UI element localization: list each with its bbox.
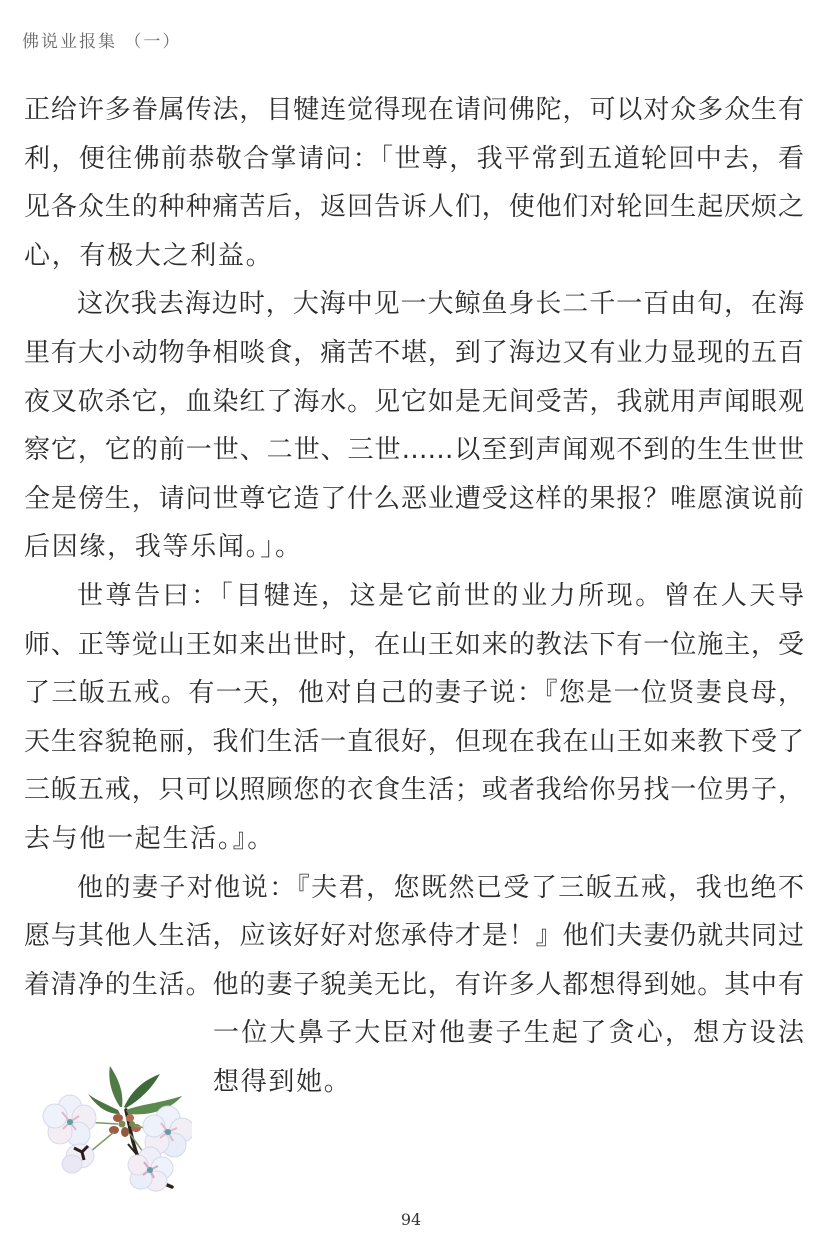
text-line: 着清净的生活。他的妻子貌美无比，有许多人都想得到她。其中有	[24, 969, 804, 1000]
text-line: 天生容貌艳丽，我们生活一直很好，但现在我在山王如来教下受了	[24, 726, 804, 757]
page-number: 94	[400, 1210, 422, 1229]
text-line: 三皈五戒，只可以照顾您的衣食生活；或者我给你另找一位男子，	[24, 775, 804, 806]
text-line: 全是傍生，请问世尊它造了什么恶业遭受这样的果报？唯愿演说前	[24, 483, 804, 514]
text-line: 见各众生的种种痛苦后，返回告诉人们，使他们对轮回生起厌烦之	[24, 192, 804, 223]
text-line: 他的妻子对他说：『夫君，您既然已受了三皈五戒，我也绝不	[77, 872, 804, 903]
text-line: 心，有极大之利益。	[24, 240, 274, 271]
text-line: 夜叉砍杀它，血染红了海水。见它如是无间受苦，我就用声闻眼观	[24, 386, 804, 417]
text-line: 世尊告曰：「目犍连，这是它前世的业力所现。曾在人天导	[77, 580, 804, 611]
text-line: 里有大小动物争相啖食，痛苦不堪，到了海边又有业力显现的五百	[24, 337, 804, 368]
text-line: 这次我去海边时，大海中见一大鲸鱼身长二千一百由旬，在海	[77, 289, 804, 320]
body-text	[24, 86, 804, 1106]
running-header-title: 佛说业报集 （一）	[22, 32, 182, 52]
text-line: 去与他一起生活。』。	[24, 823, 276, 854]
text-line: 正给许多眷属传法，目犍连觉得现在请问佛陀，可以对众多众生有	[24, 95, 804, 125]
text-line: 利，便往佛前恭敬合掌请问：「世尊，我平常到五道轮回中去，看	[24, 143, 804, 174]
text-line: 愿与其他人生活，应该好好对您承侍才是！』他们夫妻仍就共同过	[24, 921, 804, 952]
text-line: 想得到她。	[213, 1066, 352, 1097]
text-line: 一位大鼻子大臣对他妻子生起了贪心，想方设法	[213, 1018, 804, 1049]
cherry-blossom-illustration-icon	[22, 1052, 192, 1202]
text-line: 后因缘，我等乐闻。」。	[24, 532, 303, 563]
text-line: 察它，它的前一世、二世、三世……以至到声闻观不到的生生世世	[24, 435, 804, 466]
text-line: 师、正等觉山王如来出世时，在山王如来的教法下有一位施主，受	[24, 629, 804, 660]
text-line: 了三皈五戒。有一天，他对自己的妻子说：『您是一位贤妻良母，	[24, 678, 804, 709]
